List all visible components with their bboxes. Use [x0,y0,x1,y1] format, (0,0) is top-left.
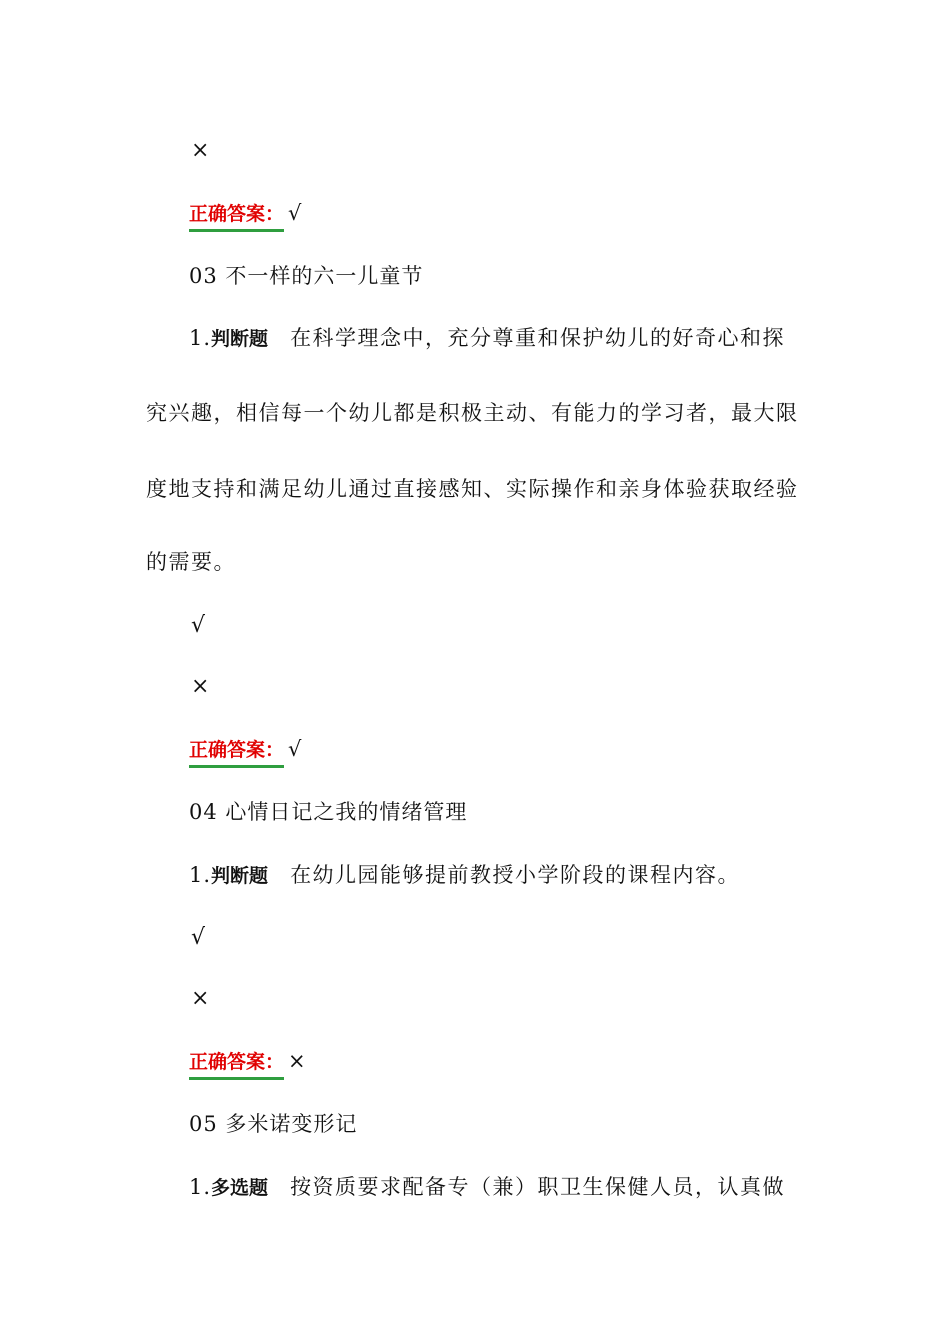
question-text: 在幼儿园能够提前教授小学阶段的课程内容。 [290,863,741,887]
question-type: 判断题 [211,328,269,350]
question-number: 1. [189,1175,212,1199]
correct-answer-value: √ [288,201,302,225]
question-text: 在科学理念中，充分尊重和保护幼儿的好奇心和探 [290,326,786,350]
correct-answer-label: 正确答案： [189,200,284,229]
question-row [189,1173,785,1202]
question-text-continued: 究兴趣，相信每一个幼儿都是积极主动、有能力的学习者，最大限 [146,401,799,425]
section-heading-04: 04 心情日记之我的情绪管理 [189,800,468,824]
option-true-mark: √ [191,925,206,950]
option-false-mark: × [191,986,210,1011]
question-text: 按资质要求配备专（兼）职卫生保健人员，认真做 [290,1175,786,1199]
question-text-continued: 度地支持和满足幼儿通过直接感知、实际操作和亲身体验获取经验 [146,477,799,501]
correct-answer-label: 正确答案： [189,1048,284,1077]
option-true-mark: √ [191,613,206,638]
question-type: 多选题 [211,1177,269,1199]
correct-answer-row [189,199,301,229]
question-number: 1. [189,863,212,887]
section-heading-05: 05 多米诺变形记 [189,1112,358,1136]
correct-answer-row [189,735,301,765]
question-row [189,324,785,353]
question-row [189,861,740,890]
question-number: 1. [189,326,212,350]
question-type: 判断题 [211,865,269,887]
section-heading-03: 03 不一样的六一儿童节 [189,264,424,288]
option-false-mark: × [191,674,210,699]
question-text-continued: 的需要。 [146,550,236,574]
correct-answer-value: √ [288,737,302,761]
option-false-mark: × [191,138,210,163]
correct-answer-label: 正确答案： [189,736,284,765]
correct-answer-row [189,1047,306,1077]
correct-answer-value: × [288,1049,306,1073]
